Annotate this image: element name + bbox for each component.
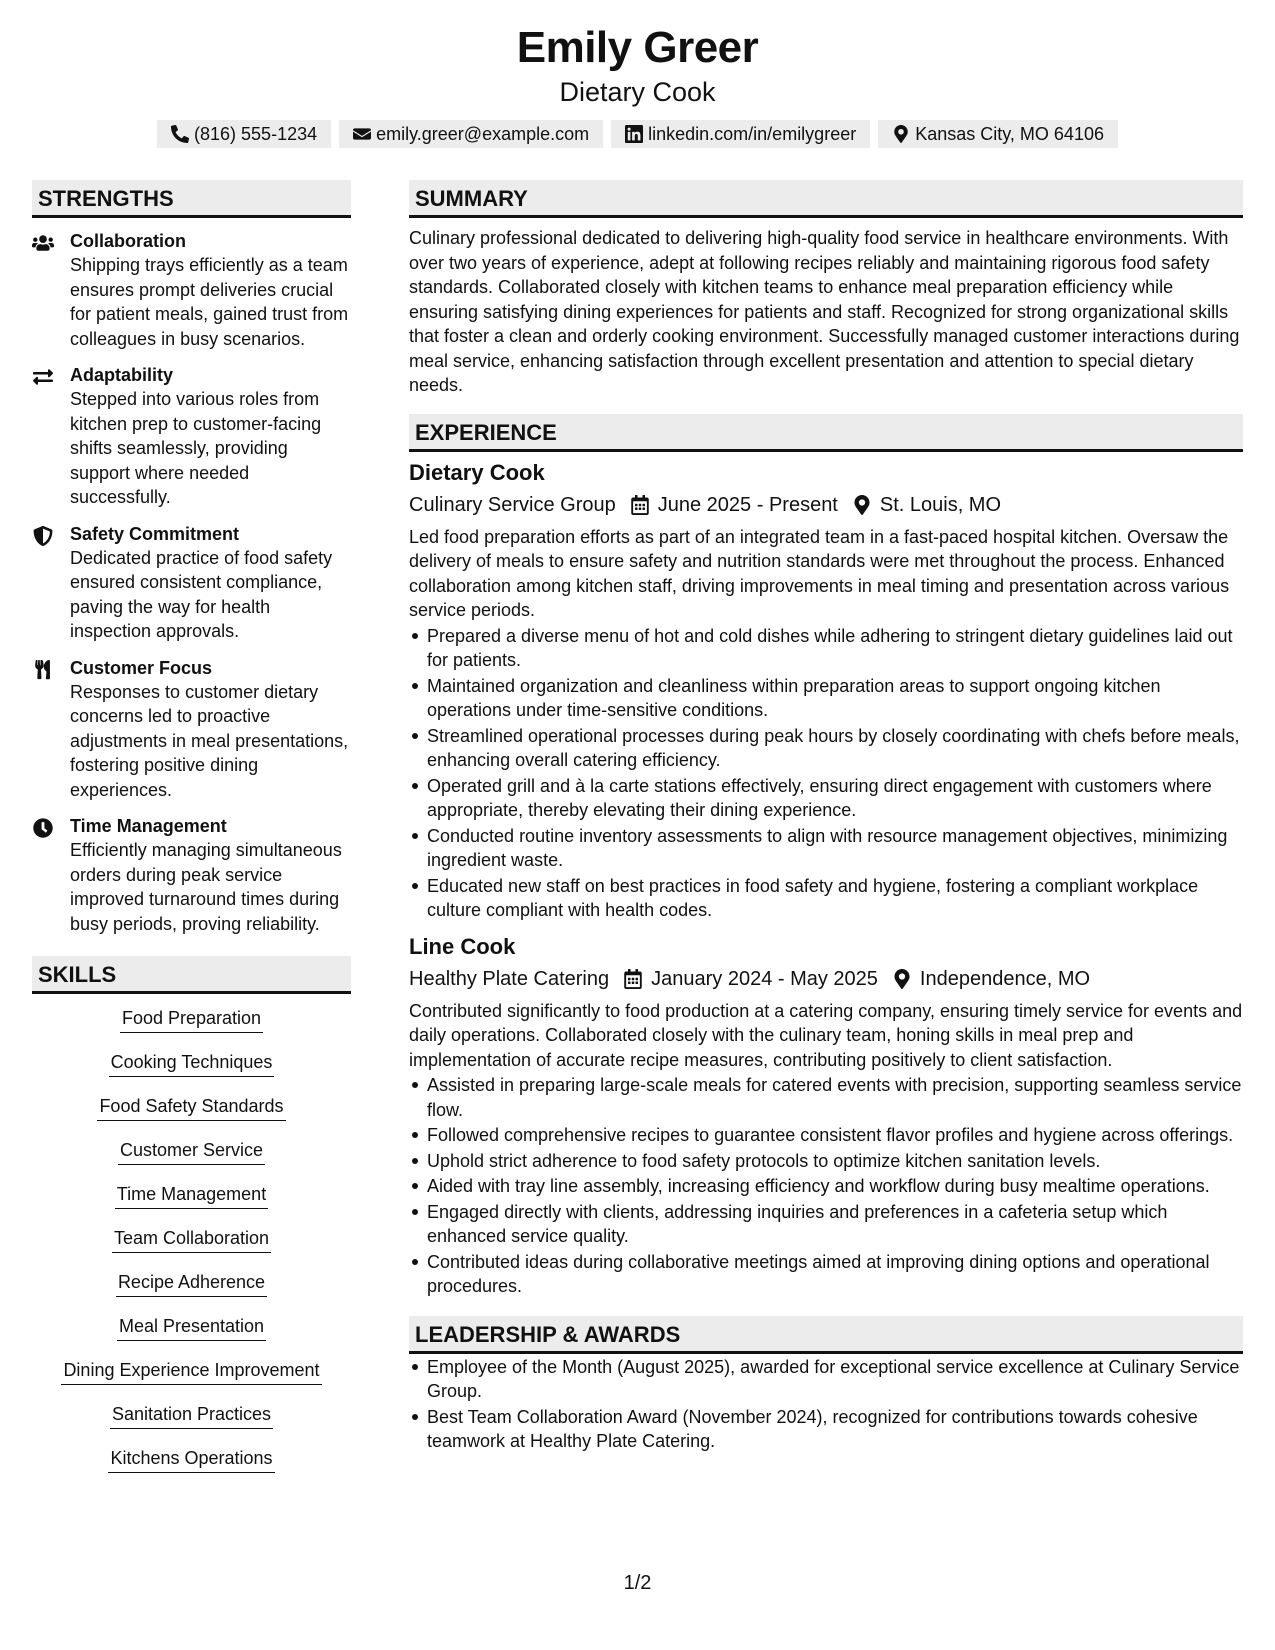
job-position: Dietary Cook xyxy=(409,459,545,485)
skills-heading: SKILLS xyxy=(32,956,351,994)
strength-title: Safety Commitment xyxy=(70,523,240,544)
linkedin-icon xyxy=(625,125,643,143)
strength-desc: Shipping trays efficiently as a team ensures prompt deliveries crucial for patient meals, gained trust from colleagues in busy scenarios. xyxy=(70,255,349,349)
strength-title: Collaboration xyxy=(70,231,186,251)
bullet-item: Streamlined operational processes during peak hours by closely coordinating with chefs before meals, enhancing overall catering efficiency. xyxy=(409,724,1243,773)
leadership-heading: LEADERSHIP & AWARDS xyxy=(409,1316,1243,1354)
contact-bar xyxy=(0,120,1275,148)
bullet-item: Operated grill and à la carte stations effectively, ensuring direct engagement with customers where appropriate, thereby elevating their dining experience. xyxy=(409,774,1243,823)
exchange-arrows-icon xyxy=(32,367,54,387)
strength-item xyxy=(32,230,351,351)
summary-heading: SUMMARY xyxy=(409,180,1243,218)
users-icon xyxy=(32,233,54,253)
job-title: Dietary Cook xyxy=(559,77,716,107)
strength-desc: Dedicated practice of food safety ensured consistent compliance, paving the way for health inspection approvals. xyxy=(70,547,333,641)
skill-item: Meal Presentation xyxy=(117,1314,266,1341)
contact-phone-text: (816) 555-1234 xyxy=(194,124,318,144)
page-number: 1/2 xyxy=(623,1572,652,1594)
strengths-list xyxy=(32,230,351,936)
envelope-icon xyxy=(353,125,371,143)
strength-title: Customer Focus xyxy=(70,657,213,678)
job-company: Culinary Service Group xyxy=(409,493,616,516)
clock-icon xyxy=(32,818,54,838)
candidate-name: Emily Greer xyxy=(516,23,759,72)
skills-list xyxy=(32,1006,351,1490)
skill-item: Team Collaboration xyxy=(112,1226,271,1253)
award-item: Best Team Collaboration Award (November 2024), recognized for contributions towards cohesive teamwork at Healthy Plate Catering. xyxy=(409,1405,1243,1454)
skill-item: Time Management xyxy=(115,1182,268,1209)
contact-linkedin[interactable] xyxy=(611,120,870,148)
job-location: Independence, MO xyxy=(919,967,1091,990)
job-position: Line Cook xyxy=(409,933,516,959)
contact-email-text: emily.greer@example.com xyxy=(376,124,590,144)
job-meta xyxy=(409,491,1243,519)
contact-email[interactable] xyxy=(339,120,603,148)
job-bullets xyxy=(409,624,1243,923)
bullet-item: Prepared a diverse menu of hot and cold dishes while adhering to stringent dietary guidelines laid out for patients. xyxy=(409,624,1243,673)
experience-heading: EXPERIENCE xyxy=(409,414,1243,452)
skill-item: Sanitation Practices xyxy=(110,1402,273,1429)
strength-item xyxy=(32,523,351,644)
bullet-item: Conducted routine inventory assessments to align with resource management objectives, minimizing ingredient waste. xyxy=(409,824,1243,873)
map-pin-icon xyxy=(892,125,910,143)
left-column xyxy=(32,180,351,1490)
leadership-list xyxy=(409,1355,1243,1454)
award-item: Employee of the Month (August 2025), awarded for exceptional service excellence at Culinary Service Group. xyxy=(409,1355,1243,1404)
job-dates: January 2024 - May 2025 xyxy=(651,967,878,990)
job-description: Contributed significantly to food production at a catering company, ensuring timely service for events and daily operations. Collaborated closely with the culinary team, honing skills in meal prep and implementation of accurate recipe measures, contributing positively to client satisfaction. xyxy=(409,1000,1243,1070)
resume-header xyxy=(0,22,1275,148)
strength-item xyxy=(32,657,351,803)
skill-item: Food Preparation xyxy=(120,1006,263,1033)
job-entry xyxy=(409,459,1243,923)
strength-desc: Efficiently managing simultaneous orders during peak service improved turnaround times during busy periods, proving reliability. xyxy=(70,840,342,934)
strength-title: Time Management xyxy=(70,816,227,836)
bullet-item: Educated new staff on best practices in food safety and hygiene, fostering a compliant workplace culture compliant with health codes. xyxy=(409,874,1243,923)
bullet-item: Maintained organization and cleanliness within preparation areas to support ongoing kitchen operations under time-sensitive conditions. xyxy=(409,674,1243,723)
contact-location-text: Kansas City, MO 64106 xyxy=(915,124,1104,144)
map-pin-icon xyxy=(892,969,912,989)
calendar-icon xyxy=(623,969,643,989)
skill-item: Recipe Adherence xyxy=(116,1270,267,1297)
job-company: Healthy Plate Catering xyxy=(409,967,610,990)
shield-icon xyxy=(32,526,54,546)
bullet-item: Uphold strict adherence to food safety protocols to optimize kitchen sanitation levels. xyxy=(409,1149,1243,1174)
phone-icon xyxy=(171,125,189,143)
utensils-icon xyxy=(32,660,54,680)
job-entry xyxy=(409,933,1243,1299)
strength-item xyxy=(32,364,351,510)
contact-location xyxy=(878,120,1118,148)
bullet-item: Followed comprehensive recipes to guarantee consistent flavor profiles and hygiene across offerings. xyxy=(409,1123,1243,1148)
job-description: Led food preparation efforts as part of an integrated team in a fast-paced hospital kitchen. Oversaw the delivery of meals to ensure safety and nutrition standards were met throughout the process. Enhanced collaboration among kitchen staff, driving improvements in meal timing and presentation across various service periods. xyxy=(409,526,1230,620)
job-location: St. Louis, MO xyxy=(879,493,1002,516)
bullet-item: Engaged directly with clients, addressing inquiries and preferences in a cafeteria setup which enhanced service quality. xyxy=(409,1200,1243,1249)
right-column xyxy=(409,180,1243,1455)
strength-desc: Responses to customer dietary concerns led to proactive adjustments in meal presentations, fostering positive dining experiences. xyxy=(70,681,349,800)
job-meta xyxy=(409,965,1243,993)
map-pin-icon xyxy=(852,495,872,515)
contact-phone[interactable] xyxy=(157,120,331,148)
bullet-item: Assisted in preparing large-scale meals for catered events with precision, supporting seamless service flow. xyxy=(409,1073,1243,1122)
bullet-item: Contributed ideas during collaborative meetings aimed at improving dining options and operational procedures. xyxy=(409,1250,1243,1299)
job-dates: June 2025 - Present xyxy=(657,493,838,516)
strength-item xyxy=(32,815,351,936)
strength-desc: Stepped into various roles from kitchen prep to customer-facing shifts seamlessly, providing support where needed successfully. xyxy=(70,389,322,507)
job-bullets xyxy=(409,1073,1243,1299)
strengths-heading: STRENGTHS xyxy=(32,180,351,218)
strength-title: Adaptability xyxy=(70,365,174,385)
skill-item: Dining Experience Improvement xyxy=(61,1358,321,1385)
skill-item: Customer Service xyxy=(118,1138,265,1165)
calendar-icon xyxy=(630,495,650,515)
summary-text: Culinary professional dedicated to delivering high-quality food service in healthcare environments. With over two years of experience, adept at following recipes reliably and maintaining rigorous food safety standards. Collaborated closely with kitchen teams to enhance meal preparation efficiency while ensuring satisfying dining experiences for patients and staff. Recognized for strong organizational skills that foster a clean and orderly cooking environment. Successfully managed customer interactions during meal service, enhancing satisfaction through excellent presentation and attention to special dietary needs. xyxy=(409,228,1240,395)
contact-linkedin-text: linkedin.com/in/emilygreer xyxy=(648,124,857,144)
skill-item: Cooking Techniques xyxy=(109,1050,275,1077)
bullet-item: Aided with tray line assembly, increasing efficiency and workflow during busy mealtime operations. xyxy=(409,1174,1243,1199)
skill-item: Kitchens Operations xyxy=(108,1446,274,1473)
skill-item: Food Safety Standards xyxy=(97,1094,285,1121)
